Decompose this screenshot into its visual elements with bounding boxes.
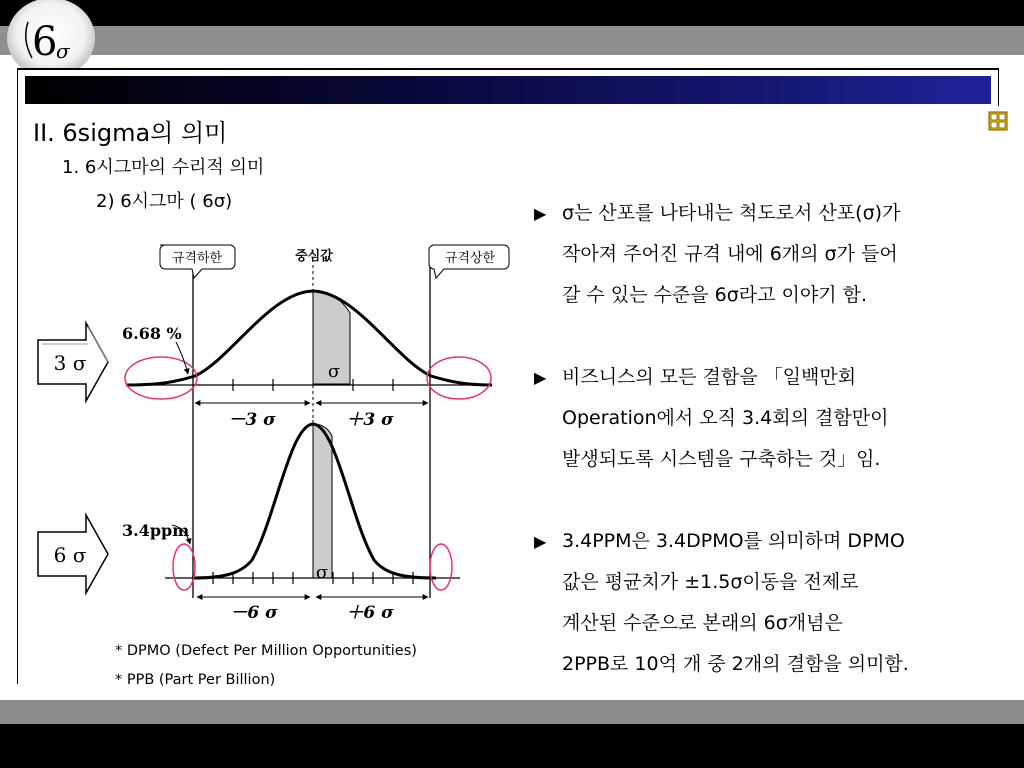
plus-3sigma-label: ＋3 σ	[346, 410, 394, 430]
upper-spec-label: 규격상한	[444, 251, 496, 266]
bullet-line: Operation에서 오직 3.4회의 결함만이	[562, 407, 889, 429]
defect-pointer-3	[176, 342, 188, 374]
triangle-bullet-icon: ▶	[534, 532, 547, 551]
footer-black-band	[0, 724, 1024, 768]
bullet-item-sigma-definition	[534, 193, 1004, 316]
logo-sigma: σ	[56, 39, 70, 63]
bullet-line: 갈 수 있는 수준을 6σ라고 이야기 함.	[562, 284, 868, 306]
logo-six: 6	[32, 19, 58, 65]
frame-right-line	[998, 68, 999, 106]
defect-rate-3sigma: 6.68 %	[122, 324, 182, 343]
shaded-sigma-area-6	[313, 424, 332, 578]
minus-6sigma-label: －6 σ	[230, 603, 278, 623]
slide-grid-icon	[988, 111, 1008, 131]
bullet-line: 3.4PPM은 3.4DPMO를 의미하며 DPMO	[562, 530, 905, 552]
sigma-symbol-top: σ	[327, 361, 341, 382]
bullet-line: 발생되도록 시스템을 구축하는 것」임.	[562, 448, 881, 470]
bullet-item-business-defects	[534, 357, 1004, 480]
bullet-item-ppm-meaning	[534, 521, 1004, 685]
item-title: 2) 6시그마 ( 6σ)	[96, 191, 233, 212]
bullet-line: 값은 평균치가 ±1.5σ이동을 전제로	[562, 571, 859, 593]
note-ppb: * PPB (Part Per Billion)	[115, 672, 276, 688]
triangle-bullet-icon: ▶	[534, 368, 547, 387]
note-dpmo: * DPMO (Defect Per Million Opportunities)	[115, 643, 417, 659]
plus-6sigma-label: ＋6 σ	[346, 603, 394, 623]
subsection-title: 1. 6시그마의 수리적 의미	[62, 157, 265, 178]
minus-3sigma-label: －3 σ	[228, 410, 276, 430]
badge-3sigma-label: 3 σ	[53, 351, 87, 375]
bullet-line: 계산된 수준으로 본래의 6σ개념은	[562, 612, 843, 634]
lower-spec-label: 규격하한	[171, 251, 223, 266]
lower-tail-highlight-6	[173, 544, 195, 590]
section-title: II. 6sigma의 의미	[33, 119, 228, 147]
upper-tail-highlight-6	[430, 544, 452, 590]
bullet-line: 2PPB로 10억 개 중 2개의 결함을 의미함.	[562, 653, 909, 675]
bullet-line: σ는 산포를 나타내는 척도로서 산포(σ)가	[562, 202, 901, 224]
sigma-distribution-diagram	[0, 0, 530, 700]
triangle-bullet-icon: ▶	[534, 204, 547, 223]
sigma-symbol-bottom: σ	[315, 562, 329, 583]
bullet-line: 작아져 주어진 규격 내에 6개의 σ가 들어	[562, 243, 898, 265]
bullet-list	[534, 193, 1004, 726]
bullet-line: 비즈니스의 모든 결함을 「일백만회	[562, 366, 857, 388]
center-label: 중심값	[295, 249, 333, 264]
badge-6sigma-label: 6 σ	[53, 543, 87, 567]
defect-rate-6sigma: 3.4ppm	[122, 521, 190, 540]
footer-gray-band	[0, 700, 1024, 724]
